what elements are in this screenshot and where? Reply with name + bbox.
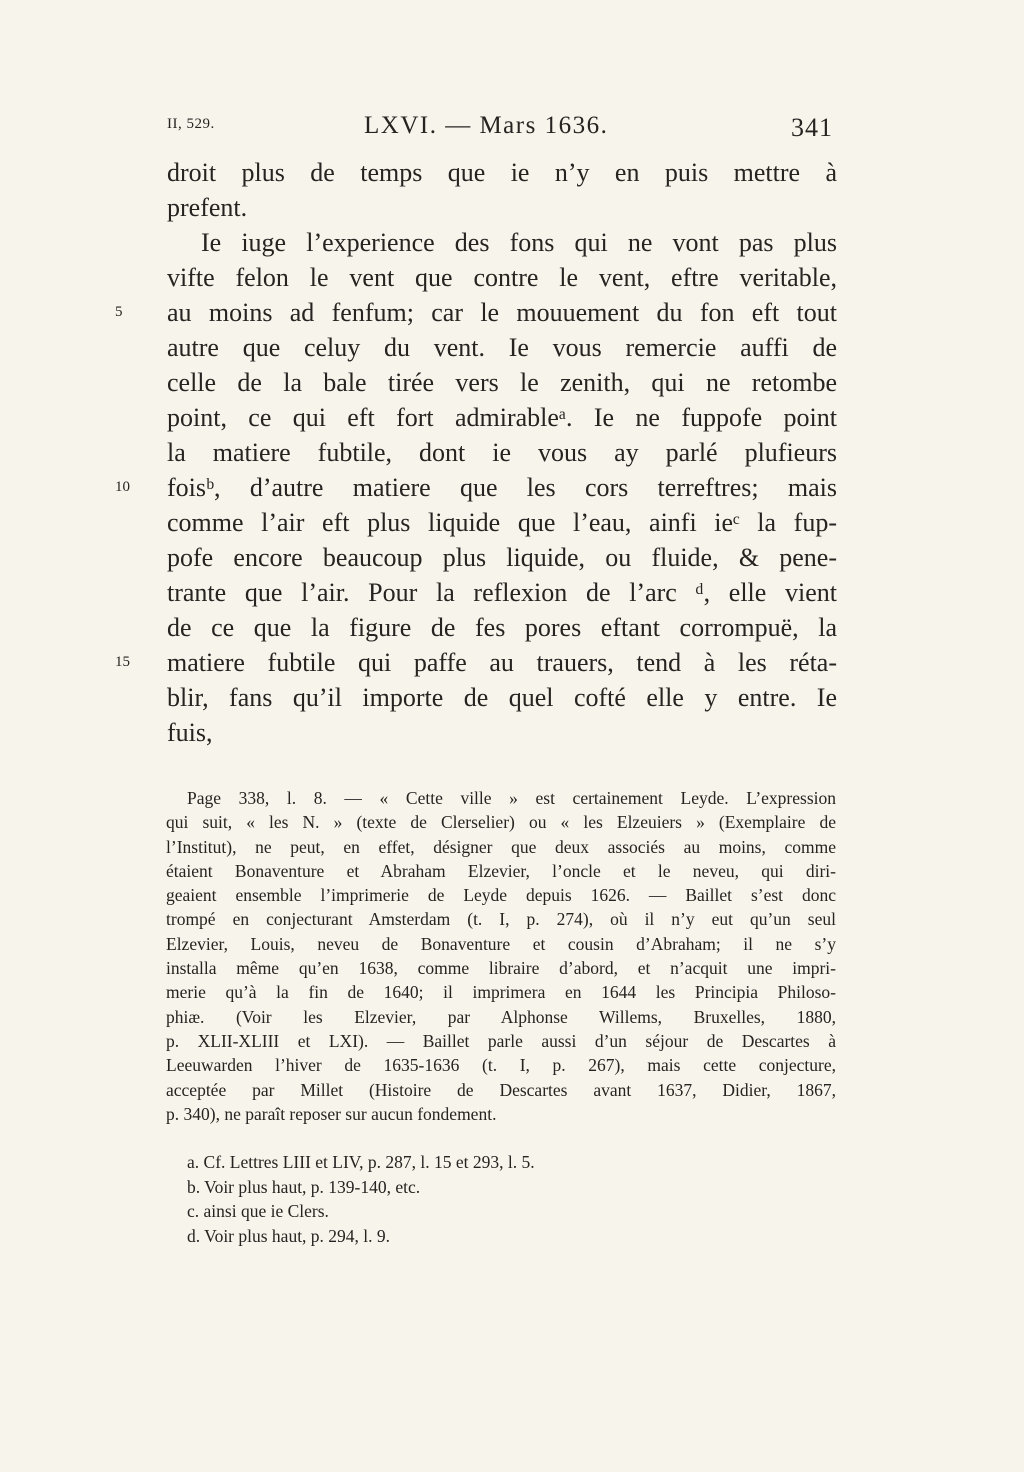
note-b: b. Voir plus haut, p. 139-140, etc. [187, 1176, 421, 1197]
footnote-line: Elzevier, Louis, neveu de Bonaventure et cousin d’Abraham; il ne s’y [166, 933, 836, 954]
body-line-text: autre que celuy du vent. Ie vous remercie auffi de [167, 333, 837, 362]
body-line-text: prefent. [167, 193, 248, 222]
body-line [167, 225, 837, 260]
body-line [115, 470, 837, 505]
body-line-text: pofe encore beaucoup plus liquide, ou fluide, & pene- [167, 543, 837, 572]
footnote-line: merie qu’à la fin de 1640; il imprimera en 1644 les Principia Philoso- [166, 982, 836, 1003]
footnote-line: étaient Bonaventure et Abraham Elzevier, l’oncle et le neveu, qui diri- [166, 860, 836, 881]
body-line-text: trante que l’air. Pour la reflexion de l’arc ᵈ, elle vient [167, 578, 837, 607]
body-line-text: foisᵇ, d’autre matiere que les cors terreftres; mais [167, 473, 837, 502]
body-line [167, 540, 837, 575]
body-line [167, 505, 837, 540]
body-line [115, 295, 837, 330]
body-line-text: blir, fans qu’il importe de quel cofté elle y entre. Ie [167, 683, 837, 712]
body-line-text: celle de la bale tirée vers le zenith, qui ne retombe [167, 368, 837, 397]
body-line [167, 260, 837, 295]
body-line [167, 575, 837, 610]
body-line [167, 330, 837, 365]
footnote-line: p. 340), ne paraît reposer sur aucun fondement. [166, 1103, 497, 1124]
body-line [167, 715, 837, 750]
footnote-line: qui suit, « les N. » (texte de Clerselier) ou « les Elzeuiers » (Exemplaire de [166, 812, 836, 833]
body-line [167, 400, 837, 435]
body-line-text: point, ce qui eft fort admirableᵃ. Ie ne fuppofe point [167, 403, 837, 432]
page-number: 341 [791, 113, 833, 142]
lettered-notes [187, 1150, 747, 1248]
footnote-line: l’Institut), ne peut, en effet, désigner que deux associés au moins, comme [166, 836, 836, 857]
body-line-text: droit plus de temps que ie n’y en puis mettre à [167, 158, 837, 187]
line-number: 10 [115, 479, 130, 495]
footnote-line: installa même qu’en 1638, comme libraire d’abord, et n’acquit une impri- [166, 958, 836, 979]
running-header [0, 112, 1024, 152]
body-line-text: Ie iuge l’experience des fons qui ne vont pas plus [201, 228, 837, 257]
footnote-line: acceptée par Millet (Histoire de Descartes avant 1637, Didier, 1867, [166, 1079, 836, 1100]
body-line-text: la matiere fubtile, dont ie vous ay parlé plufieurs [167, 438, 837, 467]
line-number: 15 [115, 654, 130, 670]
footnote-line: phiæ. (Voir les Elzevier, par Alphonse Willems, Bruxelles, 1880, [166, 1006, 836, 1027]
body-line [167, 190, 837, 225]
editorial-footnote [166, 786, 836, 1126]
body-line-text: fuis, [167, 718, 213, 747]
letter-body [115, 155, 837, 750]
note-c: c. ainsi que ie Clers. [187, 1201, 329, 1221]
body-line-text: matiere fubtile qui paffe au trauers, tend à les réta- [167, 648, 837, 677]
header-title: LXVI. — Mars 1636. [364, 112, 609, 139]
body-line-text: de ce que la figure de fes pores eftant corrompuë, la [167, 613, 837, 642]
line-number: 5 [115, 304, 123, 320]
body-line [115, 645, 837, 680]
body-line [167, 435, 837, 470]
footnote-line: Leeuwarden l’hiver de 1635-1636 (t. I, p. 267), mais cette conjecture, [166, 1055, 836, 1076]
footnote-line: trompé en conjecturant Amsterdam (t. I, p. 274), où il n’y eut qu’un seul [166, 909, 836, 930]
body-line-text: au moins ad fenfum; car le mouuement du fon eft tout [167, 298, 837, 327]
footnote-line: geaient ensemble l’imprimerie de Leyde depuis 1626. — Baillet s’est donc [166, 885, 836, 906]
body-line-text: vifte felon le vent que contre le vent, eftre veritable, [167, 263, 837, 292]
body-line [167, 365, 837, 400]
header-reference: II, 529. [167, 116, 215, 132]
body-line-text: comme l’air eft plus liquide que l’eau, ainfi ieᶜ la fup- [167, 508, 837, 537]
footnote-line: p. XLII-XLIII et LXI). — Baillet parle aussi d’un séjour de Descartes à [166, 1030, 836, 1051]
note-a: a. Cf. Lettres LIII et LIV, p. 287, l. 15 et 293, l. 5. [187, 1152, 535, 1172]
body-line [167, 610, 837, 645]
note-d: d. Voir plus haut, p. 294, l. 9. [187, 1225, 391, 1246]
body-line [167, 680, 837, 715]
body-line [167, 155, 837, 190]
footnote-line: Page 338, l. 8. — « Cette ville » est certainement Leyde. L’expression [187, 788, 836, 808]
